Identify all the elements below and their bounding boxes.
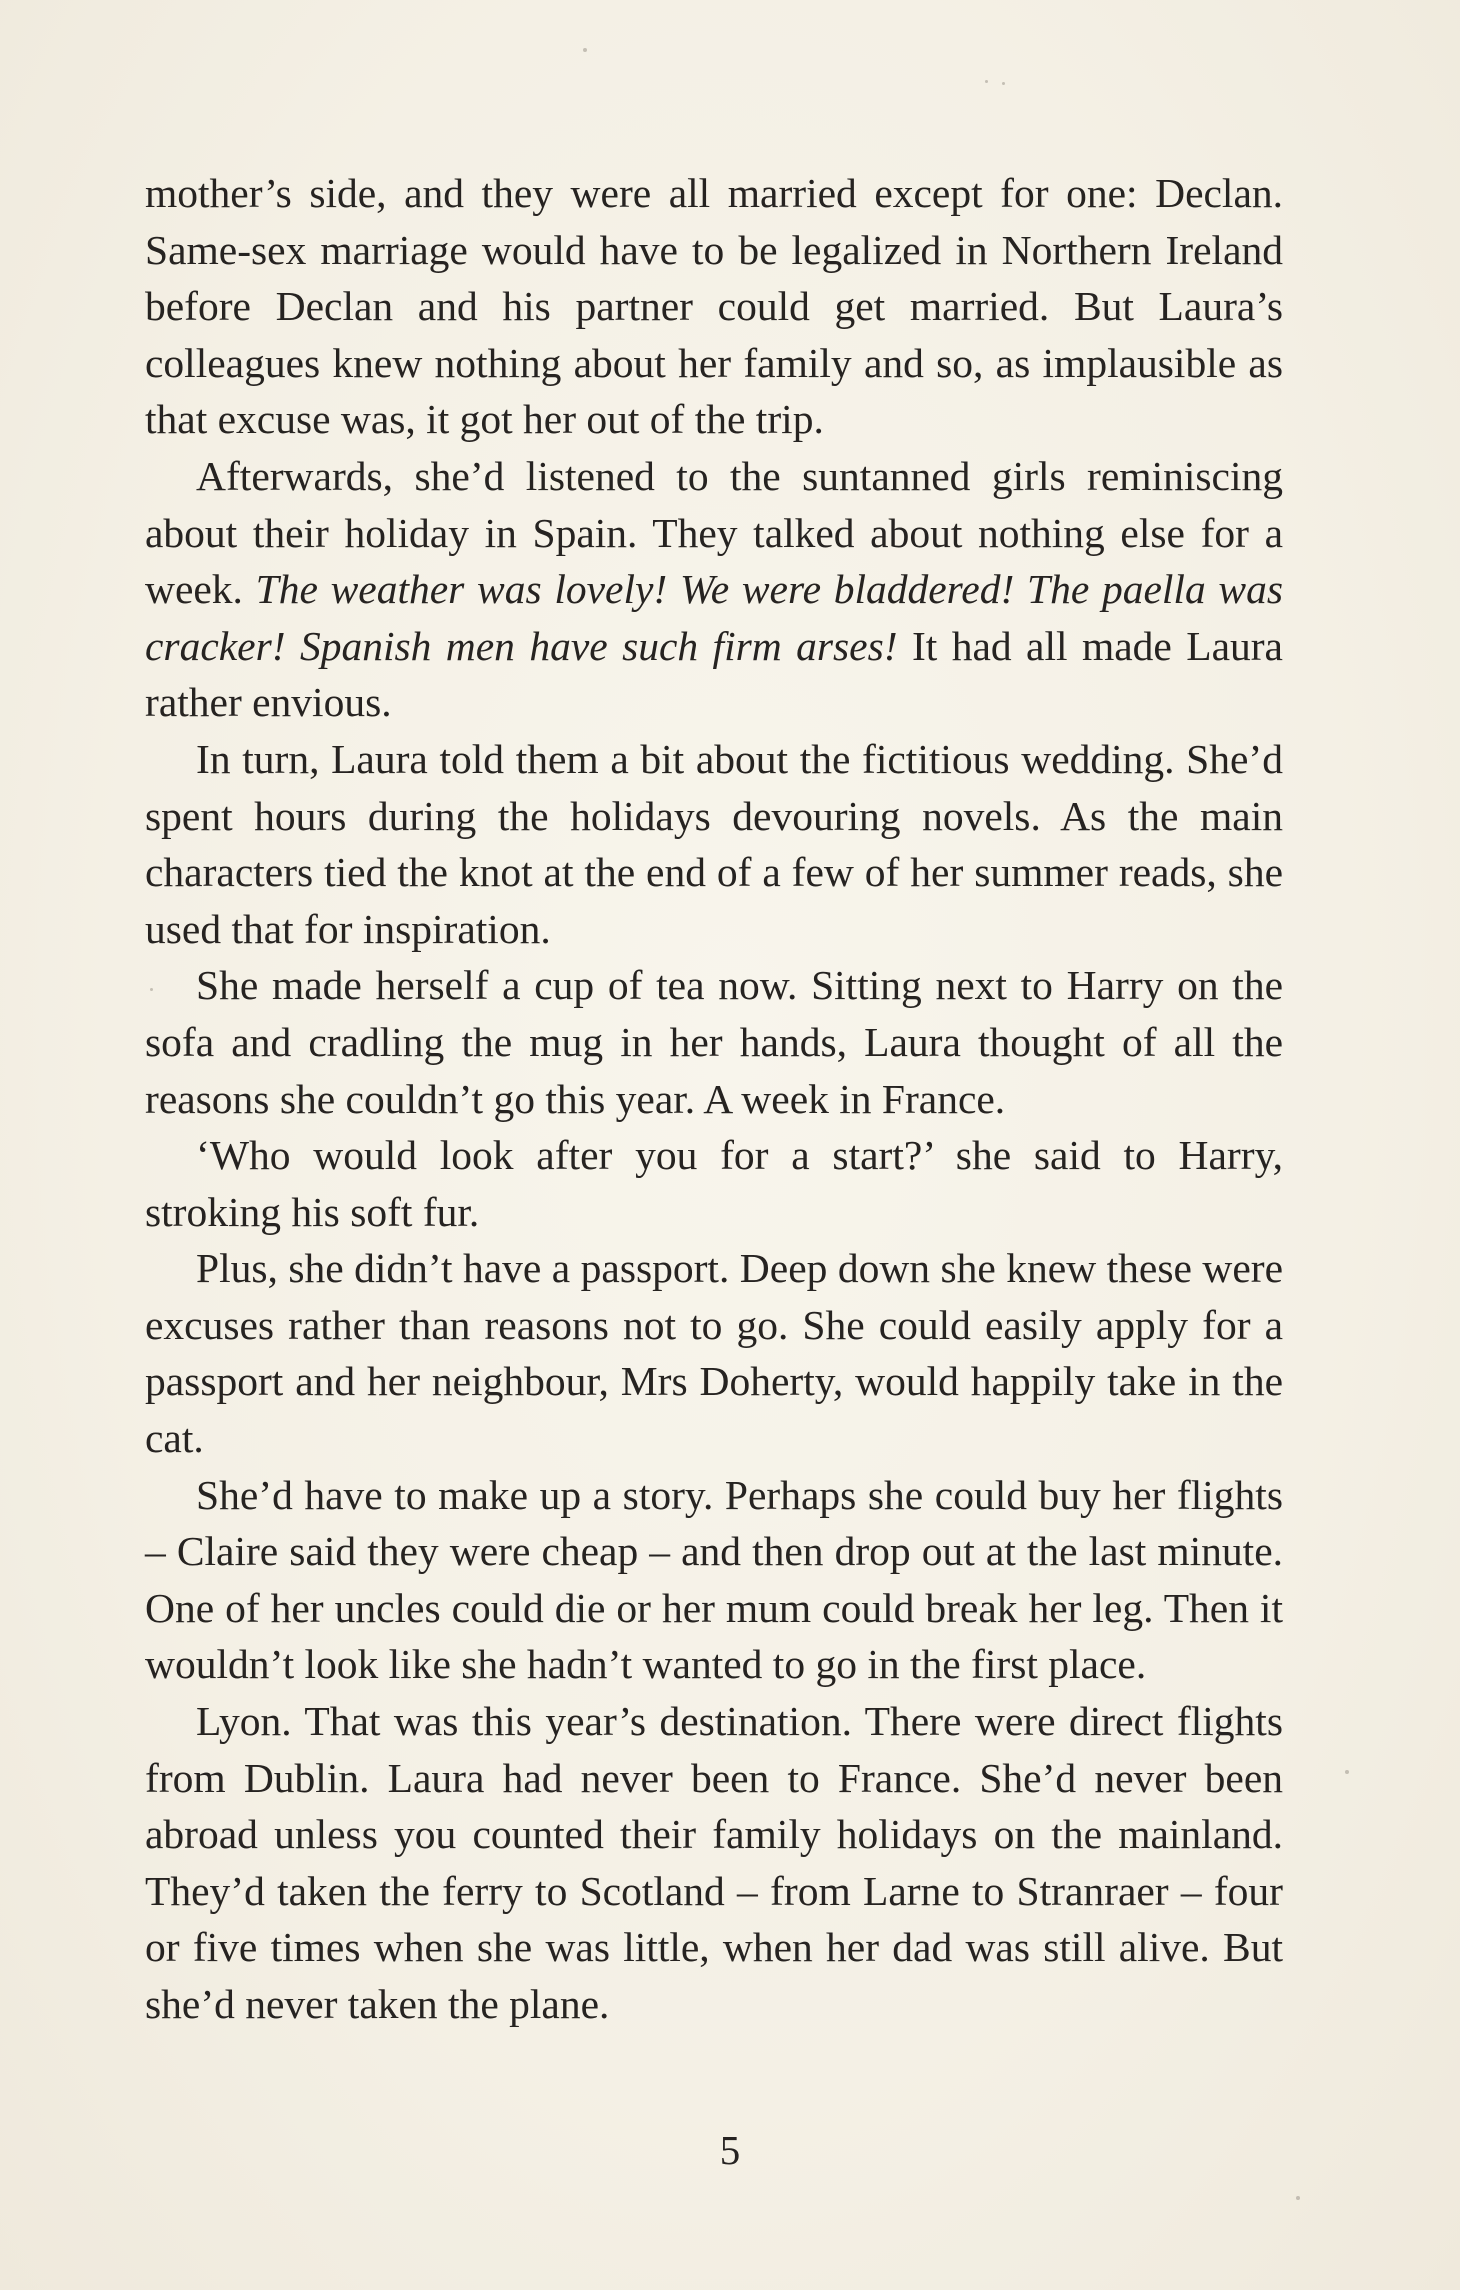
paper-speck — [1296, 2196, 1300, 2200]
italic-quote: The weather was lovely! We were bladdered! The paella was cracker! Spanish men have such firm arses! — [145, 566, 1283, 669]
paper-speck — [583, 48, 587, 52]
paragraph-text: Lyon. That was this year’s destination. There were direct flights from Dublin. Laura had never been to France. She’d never been abroad unless you counted their family holidays on the mainland. They’d taken the ferry to Scotland – from Larne to Stranraer – four or five times when she was little, when her dad was still alive. But she’d never taken the plane. — [145, 1698, 1283, 2027]
page-number: 5 — [719, 2127, 741, 2173]
paragraph-6 — [145, 1240, 1283, 1466]
paragraph-8 — [145, 1693, 1283, 2033]
paragraph-7 — [145, 1467, 1283, 1693]
paper-speck — [150, 988, 153, 991]
paragraph-text: She’d have to make up a story. Perhaps she could buy her flights – Claire said they were cheap – and then drop out at the last minute. One of her uncles could die or her mum could break her leg. Then it wouldn’t look like she hadn’t wanted to go in the first place. — [145, 1471, 1283, 1688]
paragraph-3 — [145, 731, 1283, 957]
paragraph-2 — [145, 448, 1283, 731]
paragraph-5 — [145, 1127, 1283, 1240]
paragraph-text: It had all made Laura rather envious. — [145, 622, 1283, 726]
paper-speck — [1345, 1770, 1349, 1774]
paragraph-text: Plus, she didn’t have a passport. Deep down she knew these were excuses rather than reasons not to go. She could easily apply for a passport and her neighbour, Mrs Doherty, would happily take in the cat. — [145, 1245, 1283, 1462]
paragraph-text: ‘Who would look after you for a start?’ she said to Harry, stroking his soft fur. — [145, 1132, 1283, 1235]
paper-speck — [1002, 82, 1005, 85]
body-text — [145, 165, 1283, 2033]
paragraph-text: Afterwards, she’d listened to the suntanned girls reminiscing about their holiday in Spain. They talked about nothing else for a week. — [145, 452, 1283, 613]
paragraph-4 — [145, 957, 1283, 1127]
paragraph-text: In turn, Laura told them a bit about the fictitious wedding. She’d spent hours during the holidays devouring novels. As the main characters tied the knot at the end of a few of her summer reads, she used that for inspiration. — [145, 735, 1283, 952]
paragraph-1 — [145, 165, 1283, 448]
paragraph-text: She made herself a cup of tea now. Sitting next to Harry on the sofa and cradling the mug in her hands, Laura thought of all the reasons she couldn’t go this year. A week in France. — [145, 962, 1283, 1122]
paragraph-text: mother’s side, and they were all married except for one: Declan. Same-sex marriage would have to be legalized in Northern Ireland before Declan and his partner could get married. But Laura’s colleagues knew nothing about her family and so, as implausible as that excuse was, it got her out of the trip. — [145, 170, 1283, 443]
paper-speck — [985, 80, 988, 83]
